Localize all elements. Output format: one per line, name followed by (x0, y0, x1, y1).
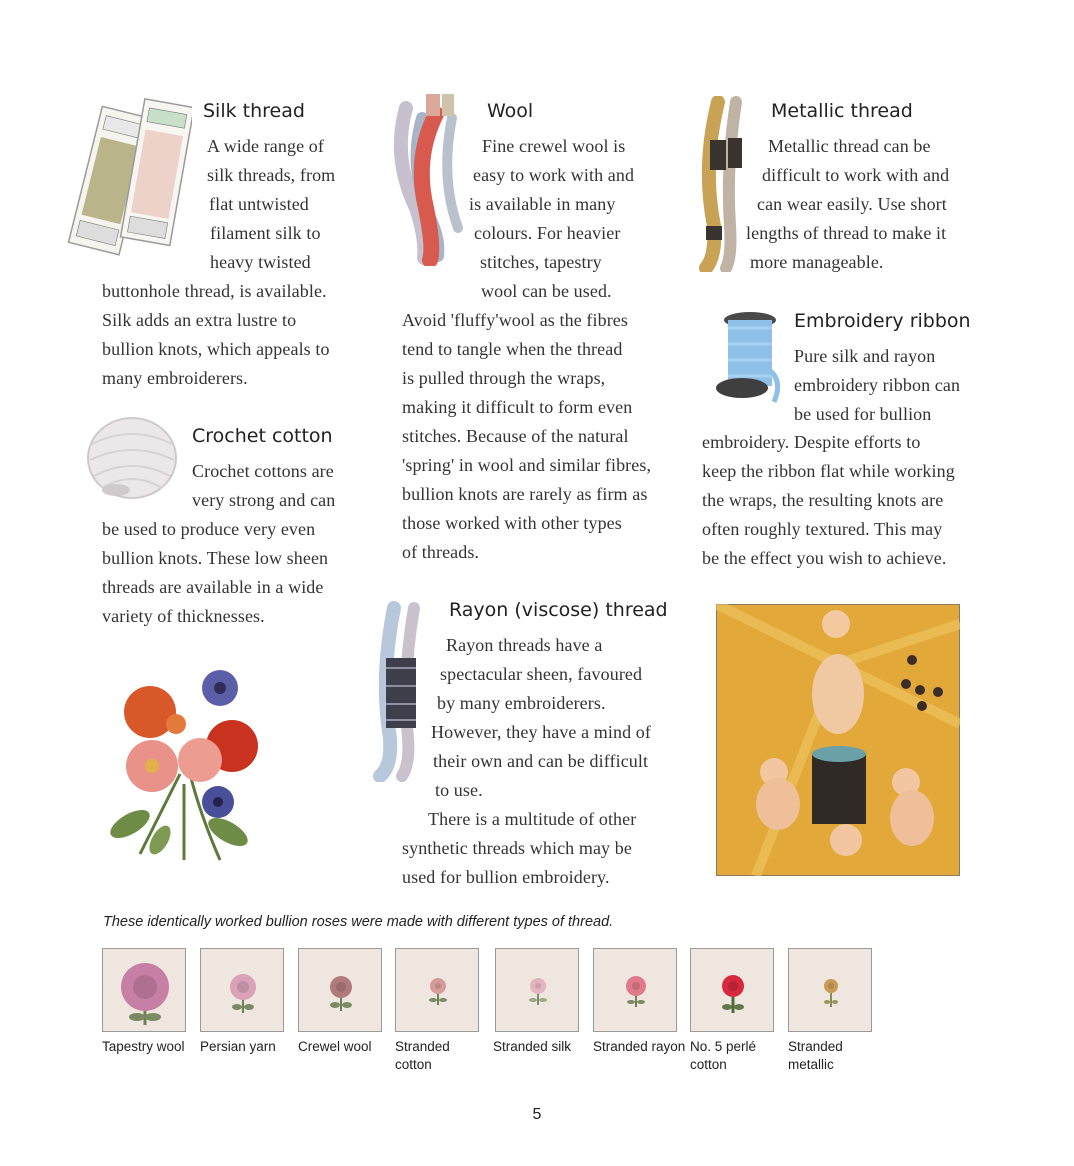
wool-text-line: easy to work with and (473, 165, 635, 185)
bullion-rose-icon (496, 949, 579, 1032)
rayon-text-line: their own and can be difficult (433, 751, 649, 771)
crochet-text-line: Crochet cottons are (192, 461, 334, 481)
crochet-cotton-heading: Crochet cotton (192, 425, 333, 447)
rayon-thread-heading: Rayon (viscose) thread (449, 599, 668, 621)
crochet-text-line: variety of thicknesses. (102, 606, 265, 626)
metallic-text-line: can wear easily. Use short (757, 194, 947, 214)
crochet-cotton-illustration (84, 414, 180, 502)
rose-swatch-stranded-cotton (395, 948, 479, 1032)
bullion-rose-icon (594, 949, 677, 1032)
wool-text-line: stitches. Because of the natural (402, 426, 629, 446)
rose-swatch-stranded-metallic (788, 948, 872, 1032)
silk-text-line: filament silk to (210, 223, 321, 243)
wool-text-line: of threads. (402, 542, 480, 562)
bullion-rose-icon (691, 949, 774, 1032)
bullion-rose-icon (299, 949, 382, 1032)
wool-illustration (386, 88, 482, 266)
rose-swatch-tapestry-wool (102, 948, 186, 1032)
wool-text-line: making it difficult to form even (402, 397, 633, 417)
rayon-text-line: There is a multitude of other (428, 809, 637, 829)
silk-text-line: bullion knots, which appeals to (102, 339, 330, 359)
crochet-text-line: be used to produce very even (102, 519, 316, 539)
wool-text-line: 'spring' in wool and similar fibres, (402, 455, 652, 475)
silk-text-line: buttonhole thread, is available. (102, 281, 327, 301)
roses-caption: These identically worked bullion roses were made with different types of thread. (103, 914, 614, 930)
silk-thread-illustration (56, 94, 192, 260)
ribbon-text-line: the wraps, the resulting knots are (702, 490, 944, 510)
bullion-rose-icon (789, 949, 872, 1032)
silk-text-line: silk threads, from (207, 165, 336, 185)
swatch-label: Stranded cotton (395, 1039, 450, 1072)
ribbon-text-line: be the effect you wish to achieve. (702, 548, 947, 568)
rose-swatch-stranded-silk (495, 948, 579, 1032)
metallic-text-line: difficult to work with and (762, 165, 950, 185)
silk-text-line: Silk adds an extra lustre to (102, 310, 297, 330)
metallic-thread-illustration (696, 96, 766, 272)
wool-text-line: stitches, tapestry (480, 252, 602, 272)
crochet-text-line: threads are available in a wide (102, 577, 324, 597)
silk-text-line: many embroiderers. (102, 368, 248, 388)
wool-text-line: Fine crewel wool is (482, 136, 626, 156)
ribbon-text-line: often roughly textured. This may (702, 519, 943, 539)
swatch-label: Tapestry wool (102, 1039, 185, 1054)
wool-heading: Wool (487, 100, 534, 122)
ribbon-text-line: keep the ribbon flat while working (702, 461, 955, 481)
swatch-label: Stranded metallic (788, 1039, 843, 1072)
wool-text-line: is available in many (469, 194, 616, 214)
rayon-text-line: used for bullion embroidery. (402, 867, 610, 887)
rose-swatch-stranded-rayon (593, 948, 677, 1032)
silk-text-line: flat untwisted (209, 194, 309, 214)
wool-text-line: Avoid 'fluffy'wool as the fibres (402, 310, 628, 330)
rose-swatch-crewel-wool (298, 948, 382, 1032)
bullion-rose-icon (396, 949, 479, 1032)
rose-swatch-persian-yarn (200, 948, 284, 1032)
metallic-text-line: more manageable. (750, 252, 884, 272)
silk-text-line: heavy twisted (210, 252, 311, 272)
ribbon-text-line: be used for bullion (794, 404, 932, 424)
swatch-label: No. 5 perlé cotton (690, 1039, 757, 1072)
page-number: 5 (532, 1106, 542, 1123)
silk-thread-heading: Silk thread (203, 100, 305, 122)
swatch-label: Persian yarn (200, 1039, 276, 1054)
flower-bouquet-illustration (100, 664, 264, 868)
wool-text-line: tend to tangle when the thread (402, 339, 623, 359)
rayon-text-line: However, they have a mind of (431, 722, 652, 742)
cherub-picture (716, 604, 960, 876)
embroidery-ribbon-illustration (704, 308, 790, 408)
ribbon-text-line: embroidery. Despite efforts to (702, 432, 921, 452)
crochet-text-line: bullion knots. These low sheen (102, 548, 329, 568)
metallic-text-line: Metallic thread can be (768, 136, 931, 156)
rayon-text-line: spectacular sheen, favoured (440, 664, 643, 684)
swatch-label: Stranded rayon (593, 1039, 686, 1054)
rayon-text-line: synthetic threads which may be (402, 838, 632, 858)
rayon-text-line: Rayon threads have a (446, 635, 603, 655)
wool-text-line: wool can be used. (481, 281, 612, 301)
silk-text-line: A wide range of (207, 136, 324, 156)
swatch-label: Crewel wool (298, 1039, 372, 1054)
swatch-label: Stranded silk (493, 1039, 572, 1054)
rayon-text-line: to use. (435, 780, 483, 800)
rayon-text-line: by many embroiderers. (437, 693, 606, 713)
rayon-thread-illustration (368, 598, 440, 782)
rose-swatch-no5-perle-cotton (690, 948, 774, 1032)
ribbon-text-line: Pure silk and rayon (794, 346, 936, 366)
wool-text-line: colours. For heavier (474, 223, 621, 243)
wool-text-line: those worked with other types (402, 513, 622, 533)
bullion-rose-icon (201, 949, 284, 1032)
crochet-text-line: very strong and can (192, 490, 336, 510)
bullion-rose-icon (103, 949, 186, 1032)
metallic-thread-heading: Metallic thread (771, 100, 913, 122)
wool-text-line: bullion knots are rarely as firm as (402, 484, 648, 504)
embroidery-ribbon-heading: Embroidery ribbon (794, 310, 971, 332)
metallic-text-line: lengths of thread to make it (746, 223, 947, 243)
wool-text-line: is pulled through the wraps, (402, 368, 606, 388)
ribbon-text-line: embroidery ribbon can (794, 375, 961, 395)
